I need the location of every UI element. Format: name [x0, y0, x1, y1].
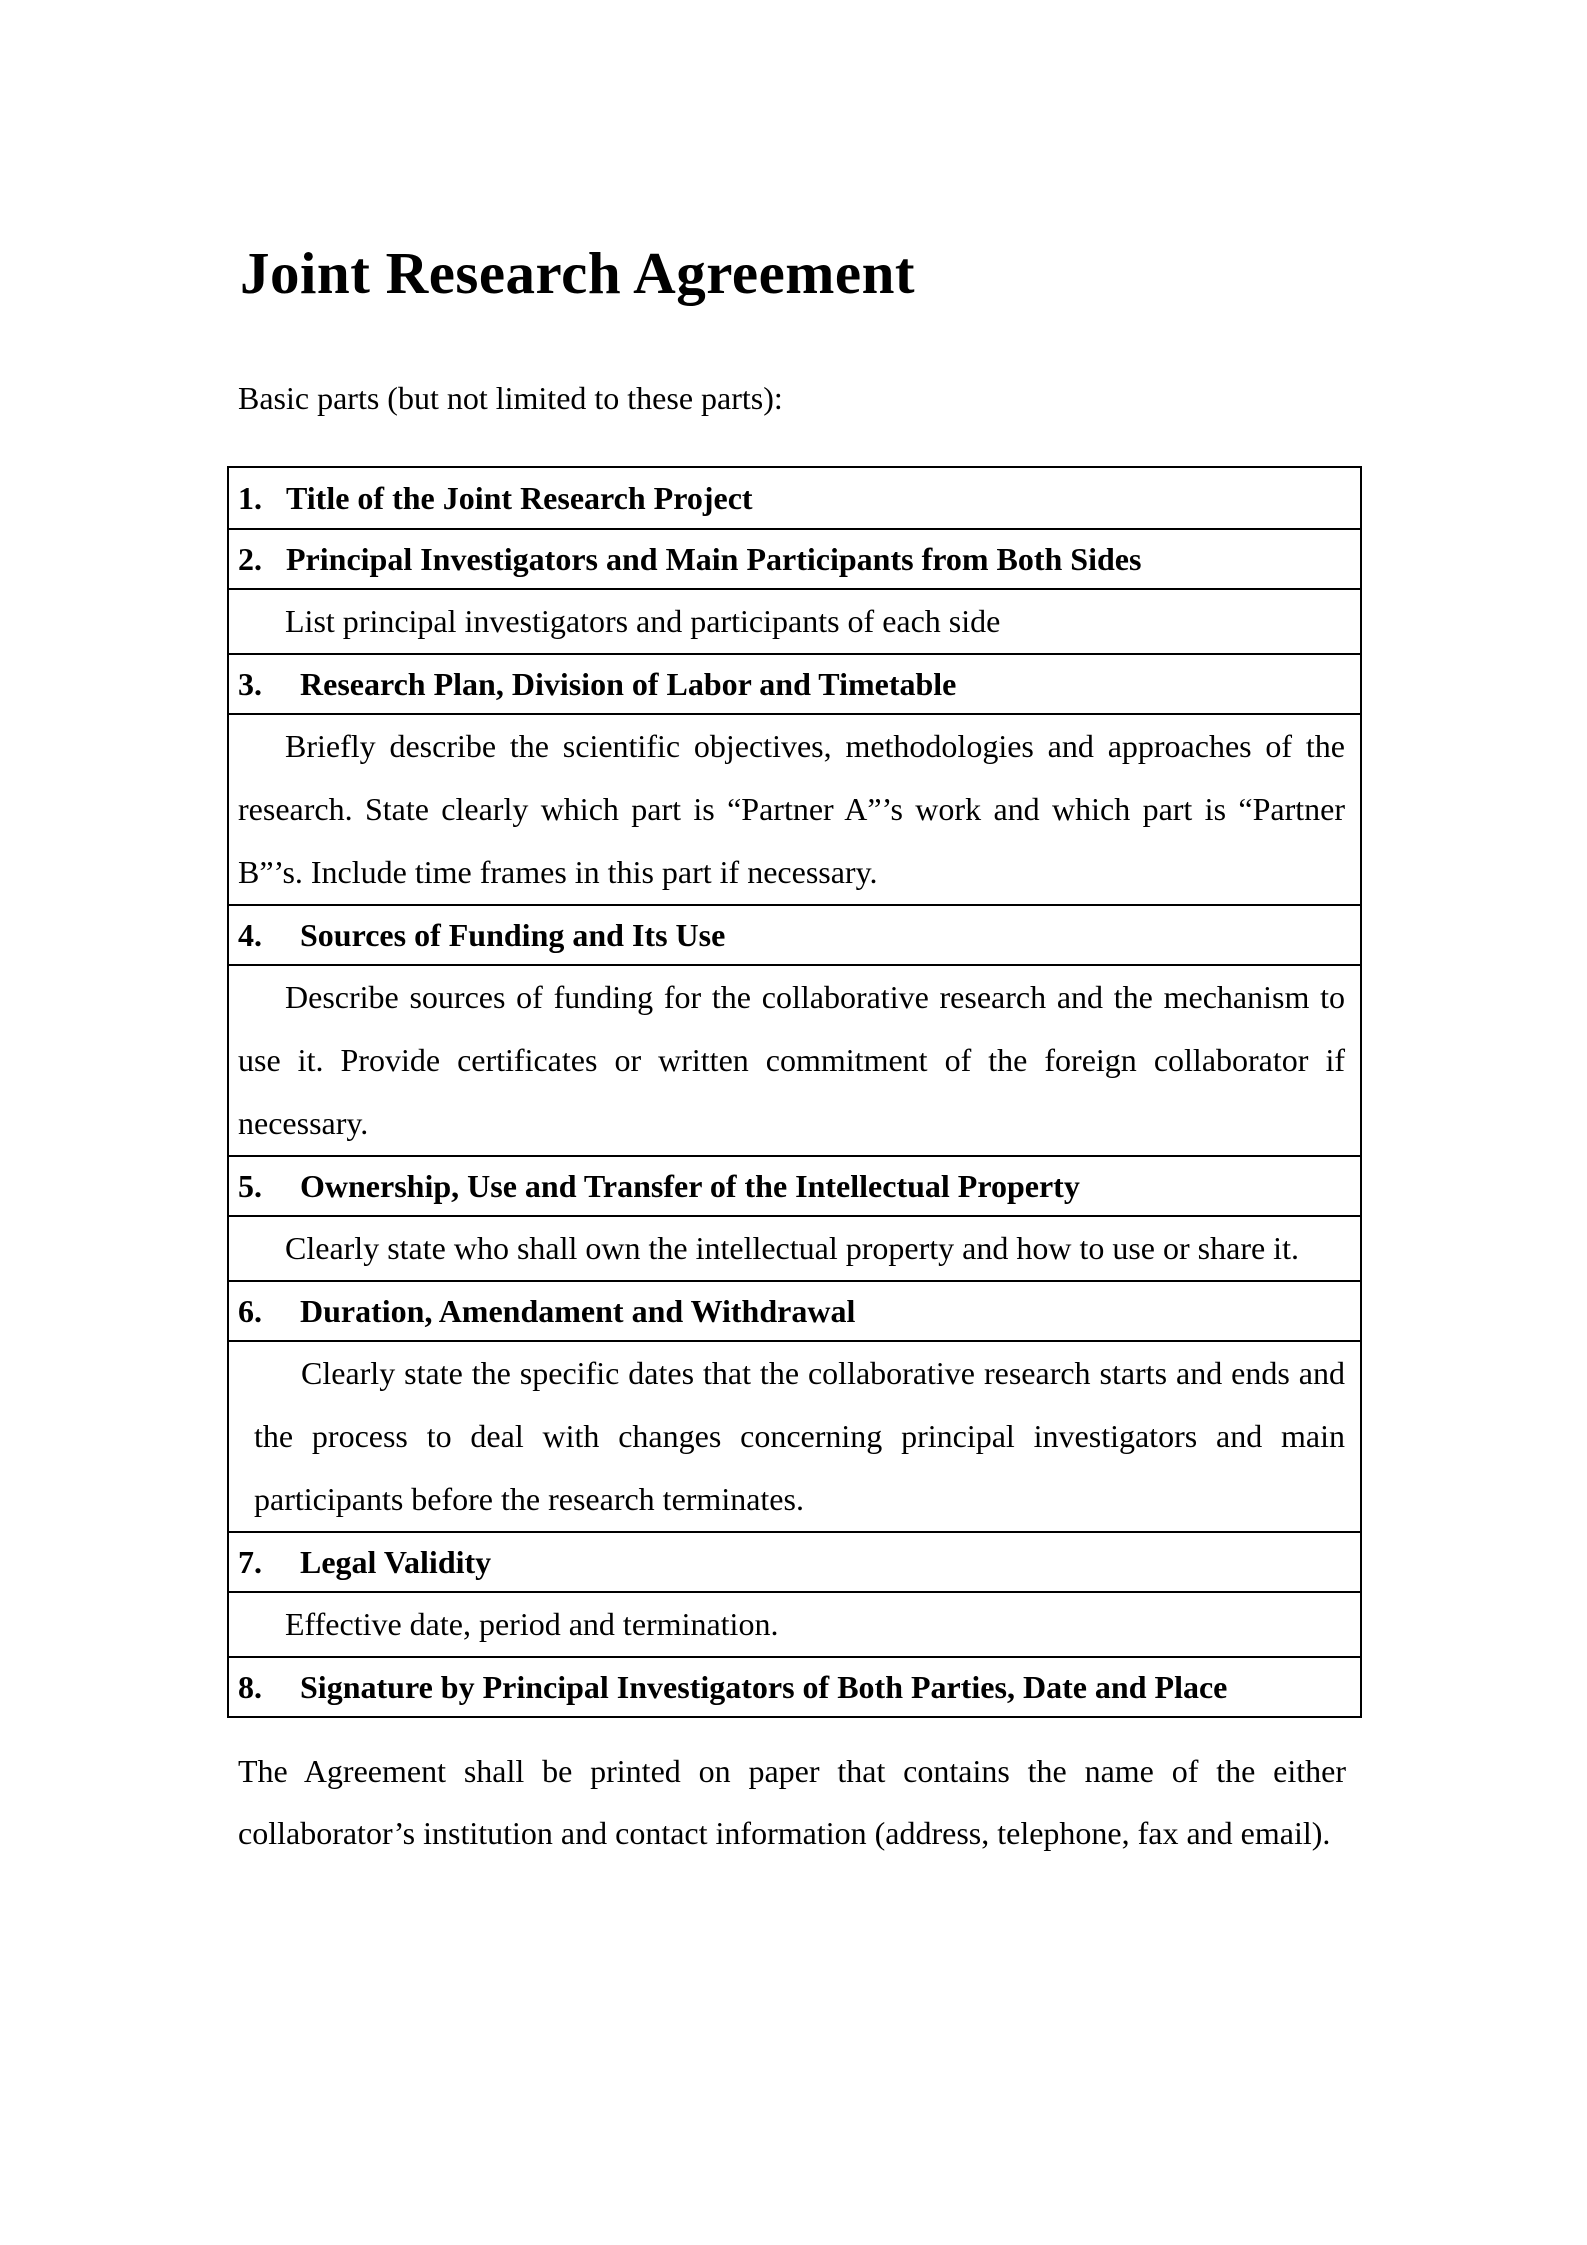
row-label: Signature by Principal Investigators of Both Parties, Date and Place — [300, 1669, 1228, 1705]
row-label: Legal Validity — [300, 1544, 492, 1580]
row-number: 3. — [238, 666, 262, 702]
row-label: Ownership, Use and Transfer of the Intellectual Property — [300, 1168, 1080, 1204]
row-number: 5. — [238, 1168, 262, 1204]
footer-paragraph: The Agreement shall be printed on paper that contains the name of the either collaborator’s institution and contact information (address, telephone, fax and email). — [238, 1753, 1346, 1851]
table-row-description-7: Effective date, period and termination. — [229, 1591, 1360, 1656]
table-row-header-7 — [229, 1531, 1360, 1591]
row-label: Duration, Amendament and Withdrawal — [300, 1293, 856, 1329]
row-number: 7. — [238, 1544, 262, 1580]
agreement-table — [227, 466, 1362, 1718]
row-number: 8. — [238, 1669, 262, 1705]
table-row-header-4 — [229, 904, 1360, 964]
intro-text: Basic parts (but not limited to these parts): — [238, 380, 783, 416]
row-label: Sources of Funding and Its Use — [300, 917, 726, 953]
row-number: 6. — [238, 1293, 262, 1329]
table-row-description-2: List principal investigators and participants of each side — [229, 588, 1360, 653]
table-row-header-1 — [229, 468, 1360, 528]
page-title: Joint Research Agreement — [240, 240, 916, 306]
row-label: Research Plan, Division of Labor and Timetable — [300, 666, 957, 702]
table-row-description-6: Clearly state the specific dates that the collaborative research starts and ends and the process to deal with changes concerning principal investigators and main participants before the research terminates. — [229, 1340, 1360, 1531]
table-row-header-6 — [229, 1280, 1360, 1340]
table-row-header-5 — [229, 1155, 1360, 1215]
table-row-description-3: Briefly describe the scientific objectives, methodologies and approaches of the research. State clearly which part is “Partner A”’s work and which part is “Partner B”’s. Include time frames in this part if necessary. — [229, 713, 1360, 904]
row-label: Title of the Joint Research Project — [286, 480, 753, 516]
table-row-description-5: Clearly state who shall own the intellectual property and how to use or share it. — [229, 1215, 1360, 1280]
row-number: 1. — [238, 480, 262, 516]
table-row-description-4: Describe sources of funding for the collaborative research and the mechanism to use it. Provide certificates or written commitment of the foreign collaborator if necessary. — [229, 964, 1360, 1155]
row-number: 2. — [238, 541, 262, 577]
row-number: 4. — [238, 917, 262, 953]
table-row-header-3 — [229, 653, 1360, 713]
row-label: Principal Investigators and Main Participants from Both Sides — [286, 541, 1142, 577]
table-row-header-8 — [229, 1656, 1360, 1716]
table-row-header-2 — [229, 528, 1360, 588]
